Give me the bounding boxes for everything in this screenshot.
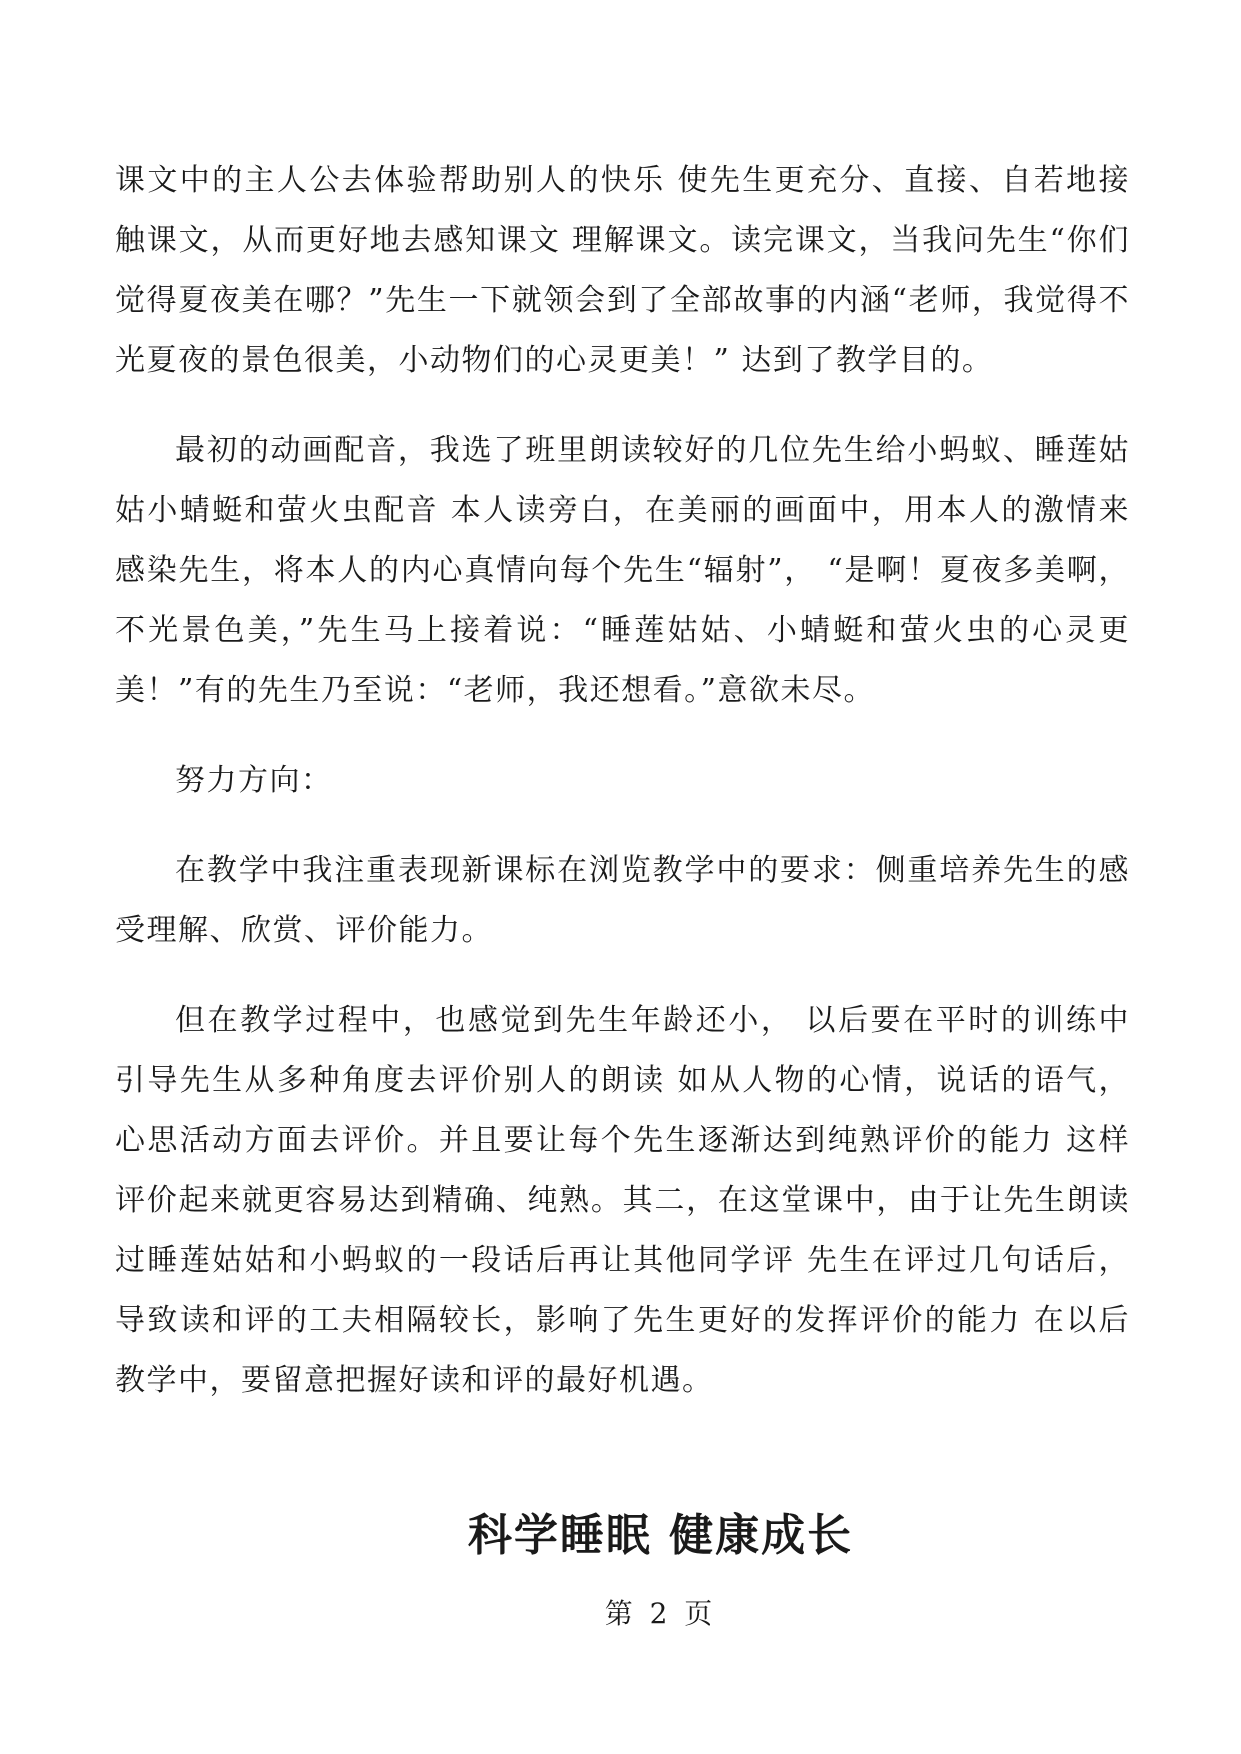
paragraph-3: 努力方向： (175, 763, 333, 798)
paragraph-1: 课文中的主人公去体验帮助别人的快乐 使先生更充分、直接、自若地接触课文，从而更好地去感知课文 理解课文。读完课文，当我问先生“你们觉得夏夜美在哪？”先生一下就领会到了全部故事的内涵“老师，我觉得不光夏夜的景色很美，小动物们的心灵更美！” 达到了教学目的。 (115, 163, 1130, 378)
page-number: 第 2 页 (604, 1597, 717, 1630)
paragraph-2: 最初的动画配音，我选了班里朗读较好的几位先生给小蚂蚁、睡莲姑姑小蜻蜓和萤火虫配音 本人读旁白，在美丽的画面中，用本人的激情来感染先生，将本人的内心真情向每个先生“辐射”， “是啊！夏夜多美啊，不光景色美，”先生马上接着说：“睡莲姑姑、小蜻蜓和萤火虫的心灵更美！”有的先生乃至说：“老师，我还想看。”意欲未尽。 (115, 433, 1130, 708)
paragraph-5: 但在教学过程中，也感觉到先生年龄还小， 以后要在平时的训练中引导先生从多种角度去评价别人的朗读 如从人物的心情，说话的语气，心思活动方面去评价。并且要让每个先生逐渐达到纯熟评价的能力 这样评价起来就更容易达到精确、纯熟。其二，在这堂课中，由于让先生朗读过睡莲姑姑和小蚂蚁的一段话后再让其他同学评 先生在评过几句话后，导致读和评的工夫相隔较长，影响了先生更好的发挥评价的能力 在以后教学中，要留意把握好读和评的最好机遇。 (115, 1003, 1130, 1398)
paragraph-4: 在教学中我注重表现新课标在浏览教学中的要求：侧重培养先生的感受理解、欣赏、评价能力。 (115, 853, 1130, 948)
section-heading: 科学睡眠 健康成长 (467, 1510, 854, 1561)
body-text (115, 151, 1130, 1441)
